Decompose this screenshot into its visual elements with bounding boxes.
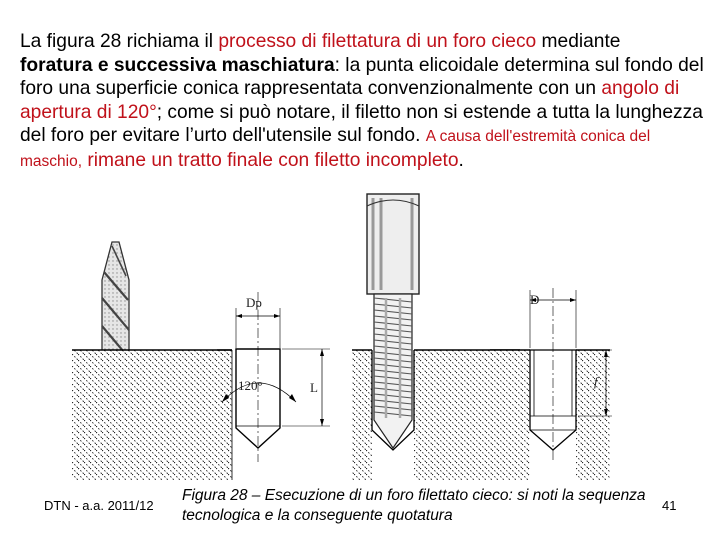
dimension-dp-label: Dp	[246, 295, 262, 310]
tap-tool	[367, 194, 419, 448]
body-paragraph	[20, 30, 710, 173]
text-run: La figura 28 richiama il	[20, 31, 219, 52]
figure-28-drawing	[0, 180, 720, 480]
course-label: DTN - a.a. 2011/12	[44, 498, 154, 513]
text-run: ; come si può notare, il filetto non si estende a tutta la lunghezza del foro per evitare l’urto dell'utensile sul fondo.	[20, 101, 703, 146]
page-number: 41	[662, 498, 677, 513]
dimension-l-label: L	[310, 380, 318, 395]
highlight-drilling-tapping: foratura e successiva maschiatura	[20, 54, 335, 76]
highlight-angle: angolo di apertura di 120°	[20, 78, 680, 123]
highlight-incomplete-thread: rimane un tratto finale con filetto incompleto	[82, 149, 459, 171]
text-run: mediante	[536, 31, 621, 52]
text-run: .	[458, 149, 464, 171]
figure-caption: Figura 28 – Esecuzione di un foro filettato cieco: si noti la sequenza tecnologica e la conseguente quotatura	[182, 487, 646, 524]
highlight-process: processo di filettatura di un foro cieco	[218, 31, 537, 52]
angle-120-label: 120°	[238, 378, 263, 393]
highlight-conical-end: A causa dell'estremità conica del maschio,	[20, 128, 651, 170]
dimension-f-label: f	[594, 374, 598, 389]
text-run: : la punta elicoidale determina sul fondo del foro una superficie conica rappresentata convenzionalmente con un	[20, 54, 704, 99]
dimension-d-label: D	[530, 292, 540, 307]
threaded-hole-block	[490, 288, 612, 480]
